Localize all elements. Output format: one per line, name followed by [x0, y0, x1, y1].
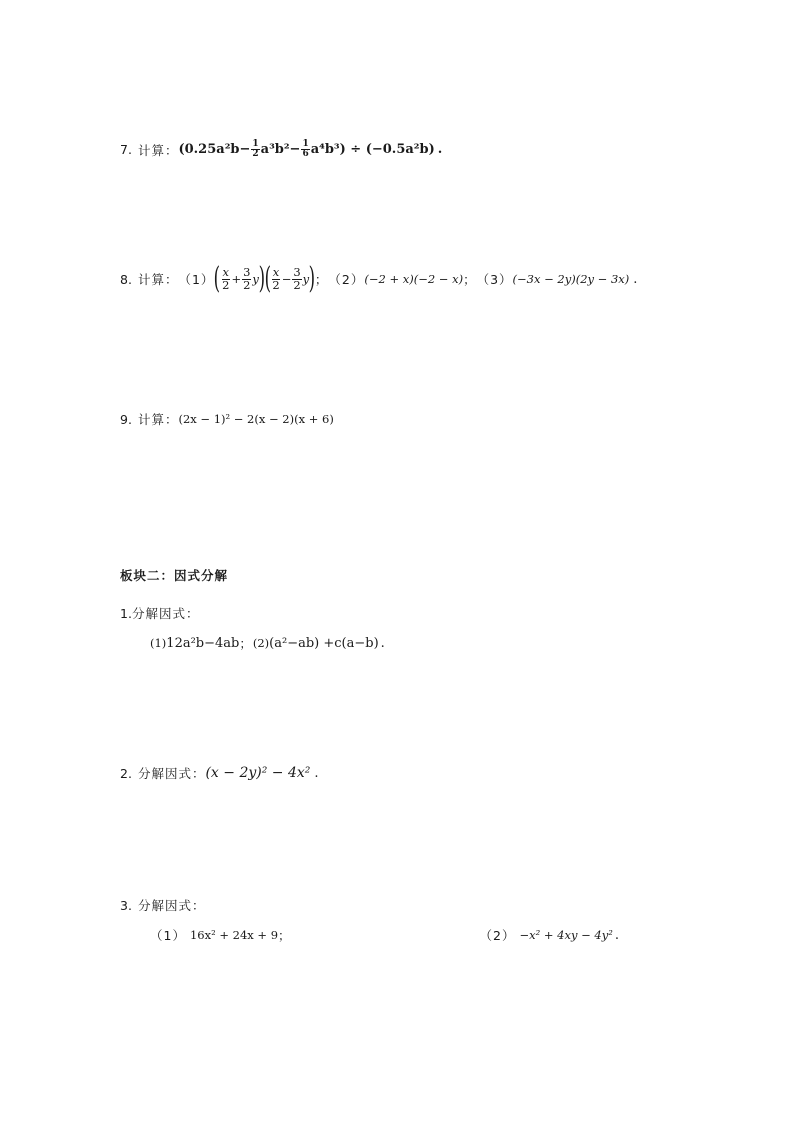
separator: ；: [314, 272, 329, 287]
part-label: （2）: [328, 272, 365, 287]
fraction-numerator: x: [272, 265, 280, 279]
expr-part: a⁴b³) ÷ (−0.5a²b): [310, 142, 435, 157]
period: .: [633, 271, 638, 287]
separator: ；: [239, 636, 253, 651]
separator: ；: [463, 272, 477, 287]
part-label: （1）: [178, 272, 215, 287]
question-number: 8.: [120, 271, 132, 287]
paren-open: (: [214, 261, 221, 296]
question-b2-1: [120, 604, 199, 622]
period: .: [314, 765, 319, 781]
math-expression: (−3x − 2y)(2y − 3x): [512, 272, 630, 286]
expr-part: a³b²−: [260, 142, 301, 157]
fraction: [242, 267, 251, 291]
paren-open: (: [264, 261, 271, 296]
question-label: 分解因式：: [137, 766, 206, 781]
math-expression: 12a²b−4ab: [166, 635, 240, 651]
math-expression: [178, 140, 434, 159]
fraction-numerator: x: [222, 265, 230, 279]
question-7: [120, 140, 442, 159]
math-expression: (−2 + x)(−2 − x): [364, 272, 464, 286]
math-expression: (2x − 1)² − 2(x − 2)(x + 6): [178, 412, 334, 426]
part-label: (1): [150, 636, 167, 650]
question-label: 计算：: [137, 142, 179, 158]
math-expression: 16x² + 24x + 9: [189, 928, 279, 942]
fraction: [301, 140, 309, 159]
question-b2-3-parts: [150, 926, 619, 944]
operator: −: [281, 272, 292, 286]
fraction-denominator: 2: [243, 277, 251, 292]
question-label: 分解因式：: [131, 606, 200, 621]
question-8: [120, 261, 638, 296]
fraction: [292, 267, 301, 291]
question-9: [120, 410, 334, 428]
math-expression: −x² + 4xy − 4y²: [519, 928, 613, 942]
part-label: （3）: [476, 272, 513, 287]
question-b2-1-parts: [150, 634, 385, 652]
fraction: [221, 267, 230, 291]
question-number: 3.: [120, 897, 132, 913]
period: .: [614, 927, 619, 943]
question-b2-3: [120, 896, 205, 914]
part-label: （2）: [479, 928, 516, 943]
question-number: 7.: [120, 142, 132, 157]
variable: y: [252, 272, 259, 286]
fraction-numerator: 3: [293, 265, 301, 279]
math-expression: (x − 2y)² − 4x²: [205, 765, 311, 781]
fraction: [251, 140, 259, 159]
period: .: [380, 635, 385, 651]
section-heading: [120, 566, 228, 584]
question-label: 计算：: [137, 272, 179, 287]
section-title: 板块二：因式分解: [120, 568, 229, 583]
operator: +: [231, 272, 242, 286]
question-number: 1.: [120, 605, 132, 621]
fraction-numerator: 3: [243, 265, 251, 279]
question-number: 2.: [120, 765, 132, 781]
fraction-denominator: 6: [302, 149, 309, 159]
fraction-numerator: 1: [302, 139, 309, 149]
question-number: 9.: [120, 411, 132, 427]
part-label: （1）: [150, 928, 186, 943]
variable: y: [302, 272, 310, 286]
fraction-denominator: 2: [293, 277, 301, 292]
period: .: [437, 142, 443, 157]
fraction: [271, 267, 280, 291]
expr-part: (0.25a²b−: [178, 142, 251, 157]
paren-close: ): [308, 261, 316, 296]
separator: ；: [278, 928, 292, 943]
part-label: (2): [252, 636, 270, 650]
question-b2-2: [120, 764, 319, 782]
question-label: 计算：: [137, 412, 179, 427]
fraction-numerator: 1: [252, 139, 259, 149]
math-expression: [214, 261, 316, 296]
question-label: 分解因式：: [137, 898, 206, 913]
paren-close: ): [258, 261, 266, 296]
fraction-denominator: 2: [222, 277, 230, 292]
fraction-denominator: 2: [252, 149, 259, 159]
fraction-denominator: 2: [272, 277, 280, 292]
math-expression: (a²−ab) +c(a−b): [269, 635, 379, 651]
